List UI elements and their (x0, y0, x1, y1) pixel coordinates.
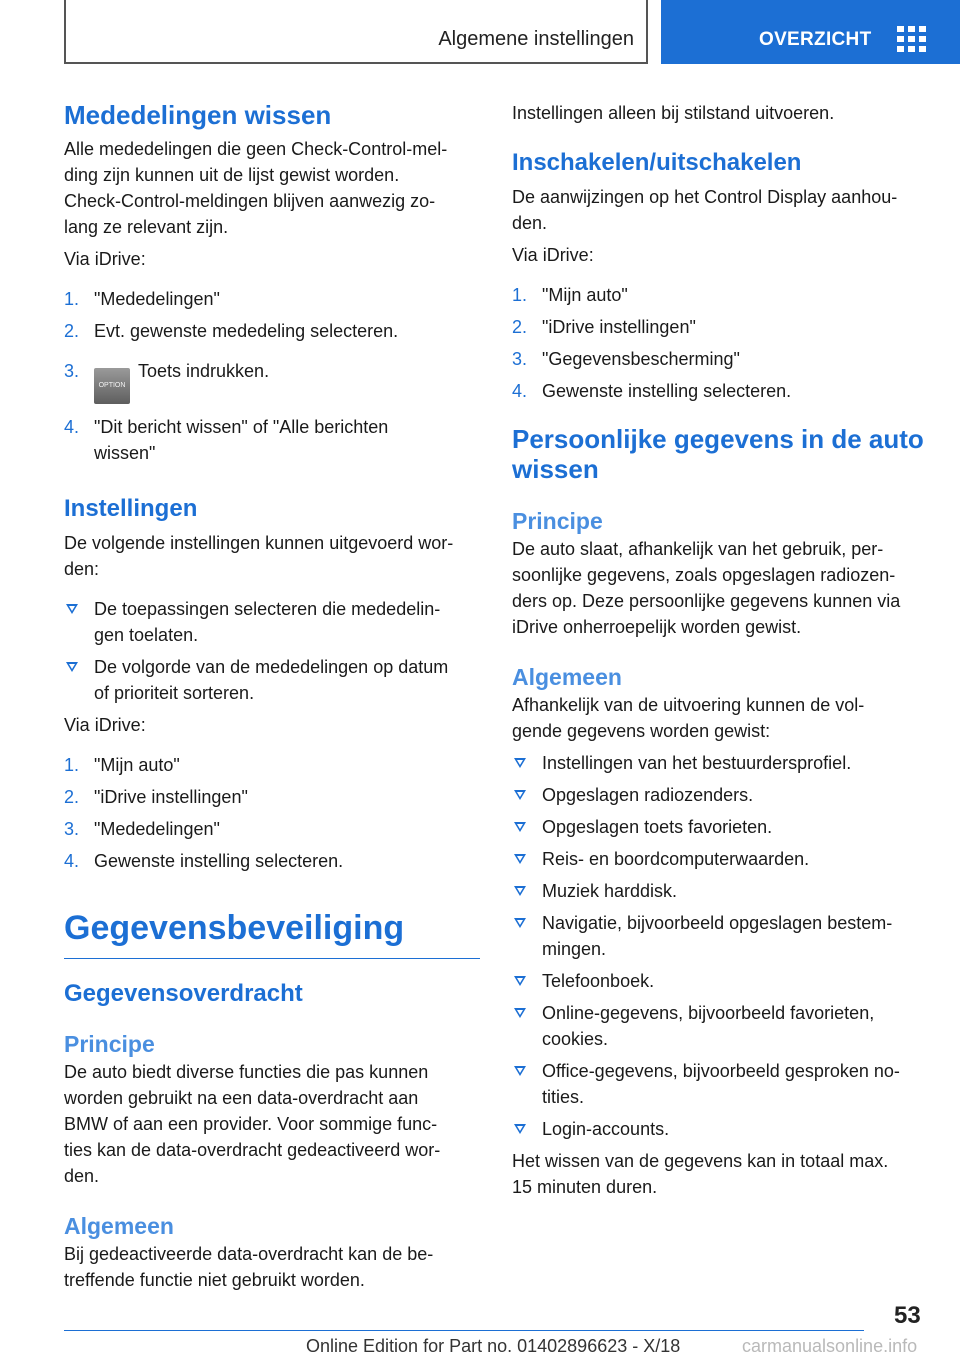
body-line: den. (512, 213, 548, 233)
body-line: gende gegevens worden gewist: (512, 721, 771, 741)
left-column (64, 100, 480, 1293)
page-number: 53 (894, 1302, 921, 1329)
triangle-bullet-icon (66, 662, 78, 672)
heading-principe: Principe (64, 1031, 155, 1057)
list-item: 1. "Mijn auto" (512, 285, 628, 305)
via-idrive: Via iDrive: (512, 245, 594, 265)
body-line: Het wissen van de gegevens kan in totaal max. (512, 1151, 889, 1171)
heading-gegevensbeveiliging: Gegevensbeveiliging (64, 909, 405, 947)
heading-persoonlijke-gegevens: Persoonlijke gegevens in de auto wissen (512, 424, 924, 484)
triangle-bullet-icon (514, 758, 526, 768)
list-item: Instellingen van het bestuurdersprofiel. (512, 750, 928, 776)
heading-principe: Principe (512, 508, 603, 534)
grid-icon (897, 26, 927, 52)
body-line: BMW of aan een provider. Voor sommige func- (64, 1114, 438, 1134)
list-item: 2. "iDrive instellingen" (512, 317, 696, 337)
body-line: Afhankelijk van de uitvoering kunnen de vol- (512, 695, 865, 715)
triangle-bullet-icon (514, 790, 526, 800)
list-item: 4. Gewenste instelling selecteren. (64, 851, 344, 871)
body-line: ties kan de data-overdracht gedeactiveerd wor- (64, 1140, 441, 1160)
steps-list (64, 286, 480, 466)
list-item: Reis- en boordcomputerwaarden. (512, 846, 928, 872)
list-item: 4. Gewenste instelling selecteren. (512, 381, 792, 401)
list-item: Login-accounts. (512, 1116, 928, 1142)
list-item: 3. OPTIONToets indrukken. (64, 358, 480, 404)
body-line: 15 minuten duren. (512, 1177, 658, 1197)
list-item: De volgorde van de mededelingen op datum of prioriteit sorteren. (64, 654, 480, 706)
triangle-bullet-icon (514, 854, 526, 864)
body-line: De aanwijzingen op het Control Display aanhou- (512, 187, 898, 207)
bullet-list (512, 750, 928, 1142)
heading-gegevensoverdracht: Gegevensoverdracht (64, 980, 303, 1007)
right-column (512, 100, 928, 1200)
body-line: Alle mededelingen die geen Check-Control-mel- (64, 139, 448, 159)
via-idrive: Via iDrive: (64, 715, 146, 735)
list-item: Online-gegevens, bijvoorbeeld favorieten, cookies. (512, 1000, 928, 1052)
list-item: 4. "Dit bericht wissen" of "Alle berichten wissen" (64, 417, 389, 463)
triangle-bullet-icon (514, 822, 526, 832)
list-item: De toepassingen selecteren die mededelin- gen toelaten. (64, 596, 480, 648)
list-item: Telefoonboek. (512, 968, 928, 994)
option-button-icon: OPTION (94, 368, 130, 404)
list-item: 3. "Mededelingen" (64, 819, 220, 839)
list-item: Office-gegevens, bijvoorbeeld gesproken no- tities. (512, 1058, 928, 1110)
body-line: den. (64, 1166, 100, 1186)
list-item: Opgeslagen radiozenders. (512, 782, 928, 808)
list-item: Muziek harddisk. (512, 878, 928, 904)
body-line: De auto slaat, afhankelijk van het gebruik, per- (512, 539, 884, 559)
list-item: 2. "iDrive instellingen" (64, 787, 248, 807)
body-line: iDrive onherroepelijk worden gewist. (512, 617, 802, 637)
list-item: 3. "Gegevensbescherming" (512, 349, 740, 369)
body-line: ders op. Deze persoonlijke gegevens kunnen via (512, 591, 901, 611)
footer-watermark: carmanualsonline.info (742, 1336, 918, 1356)
heading-algemeen: Algemeen (512, 664, 622, 690)
body-line: De auto biedt diverse functies die pas kunnen (64, 1062, 429, 1082)
body-line: treffende functie niet gebruikt worden. (64, 1270, 365, 1290)
heading-mededelingen-wissen: Mededelingen wissen (64, 100, 332, 130)
list-item: Opgeslagen toets favorieten. (512, 814, 928, 840)
list-item: Navigatie, bijvoorbeeld opgeslagen bestem- mingen. (512, 910, 928, 962)
triangle-bullet-icon (514, 1066, 526, 1076)
header-section-box (64, 0, 648, 64)
list-item: 1. "Mijn auto" (64, 755, 180, 775)
body-line: ding zijn kunnen uit de lijst gewist worden. (64, 165, 400, 185)
triangle-bullet-icon (66, 604, 78, 614)
heading-instellingen: Instellingen (64, 495, 198, 522)
overview-tab[interactable] (661, 0, 960, 64)
body-line: Check-Control-meldingen blijven aanwezig zo- (64, 191, 436, 211)
body-line: lang ze relevant zijn. (64, 217, 229, 237)
list-item: 2. Evt. gewenste mededeling selecteren. (64, 321, 399, 341)
heading-algemeen: Algemeen (64, 1213, 174, 1239)
heading-inschakelen: Inschakelen/uitschakelen (512, 149, 802, 176)
section-title: Algemene instellingen (438, 28, 634, 50)
body-line: soonlijke gegevens, zoals opgeslagen radiozen- (512, 565, 896, 585)
triangle-bullet-icon (514, 1124, 526, 1134)
intro-line: Instellingen alleen bij stilstand uitvoeren. (512, 103, 835, 123)
triangle-bullet-icon (514, 1008, 526, 1018)
body-line: De volgende instellingen kunnen uitgevoerd wor- (64, 533, 454, 553)
footer-rule (64, 1330, 864, 1331)
steps-list (64, 752, 480, 874)
footer-edition: Online Edition for Part no. 01402896623 - X/18 (306, 1336, 681, 1356)
triangle-bullet-icon (514, 918, 526, 928)
list-item: 1. "Mededelingen" (64, 289, 220, 309)
body-line: worden gebruikt na een data-overdracht aan (64, 1088, 419, 1108)
triangle-bullet-icon (514, 976, 526, 986)
triangle-bullet-icon (514, 886, 526, 896)
via-idrive: Via iDrive: (64, 249, 146, 269)
overview-tab-label: OVERZICHT (759, 29, 872, 50)
body-line: Bij gedeactiveerde data-overdracht kan de be- (64, 1244, 434, 1264)
body-line: den: (64, 559, 100, 579)
steps-list (512, 282, 928, 404)
bullet-list (64, 596, 480, 706)
